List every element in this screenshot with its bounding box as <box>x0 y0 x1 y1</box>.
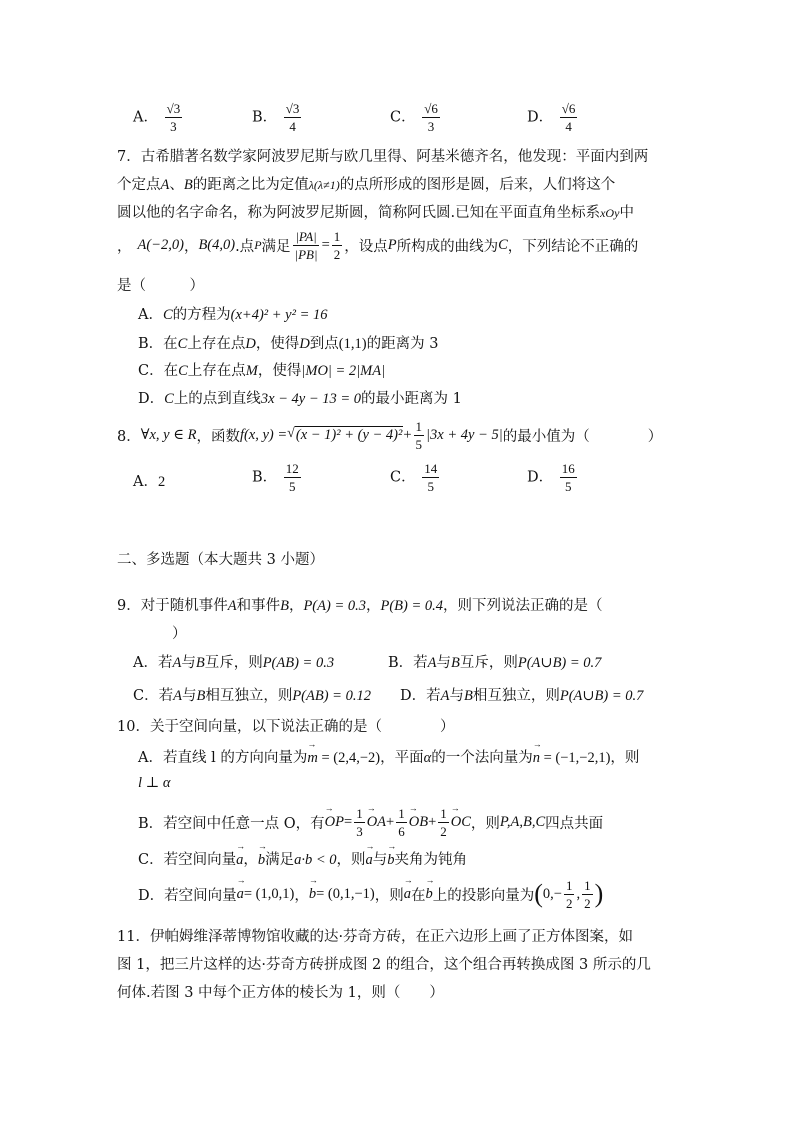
q7-option-c[interactable]: C．在C上存在点M，使得|MO| = 2|MA| <box>138 363 386 379</box>
q9-option-a[interactable]: A．若A与B互斥，则P(AB) = 0.3 <box>133 655 335 671</box>
q11-stem-line-3: 何体.若图 3 中每个正方体的棱长为 1，则（ ） <box>117 985 444 1001</box>
fraction: $\frac{1}{2}$ <box>565 877 573 911</box>
fraction: $\frac{1}{6}$ <box>398 805 405 839</box>
fraction: $\frac{√3}{4}$ <box>285 101 300 134</box>
q9-stem-close: ） <box>172 626 187 642</box>
q7-stem-line-2: 个定点A、B的距离之比为定值λ(λ≠1)的点所形成的图形是圆，后来，人们将这个 <box>117 177 616 193</box>
fraction: $\frac{1}{3}$ <box>356 805 363 839</box>
q8-option-c[interactable]: C． $\frac{14}{5}$ <box>390 461 438 494</box>
fraction: $\frac{|PA|}{|PB|}$ <box>294 228 318 262</box>
fraction: $\frac{1}{2}$ <box>440 805 447 839</box>
q10-option-d[interactable]: D．若空间向量 → a = (1,0,1) ， → b = (0,1,−1) ，则 → a 在 → b 上的投影向量为 ( 0,− $\frac{1}{2}$ , $\frac{1}{2}$ ) <box>138 876 794 912</box>
fraction: $\frac{16}{5}$ <box>561 461 575 494</box>
q10-option-a[interactable]: A．若直线 l 的方向向量为→ m = (2,4,−2)，平面α的一个法向量为→ n = (−1,−2,1)，则 <box>138 746 794 767</box>
q6-option-a[interactable]: A． $\frac{√3}{3}$ <box>133 101 181 134</box>
fraction: $\frac{√6}{3}$ <box>424 101 438 134</box>
q7-stem-line-1: 7．古希腊著名数学家阿波罗尼斯与欧几里得、阿基米德齐名，他发现：平面内到两 <box>117 149 649 165</box>
q7-option-d[interactable]: D．C上的点到直线3x − 4y − 13 = 0的最小距离为 1 <box>138 391 462 407</box>
section-heading: 二、多选题（本大题共 3 小题） <box>117 552 324 568</box>
q6-options <box>0 96 794 136</box>
q8-option-a[interactable]: A．2 <box>133 474 166 490</box>
square-root: √ (x − 1)² + (y − 4)² <box>287 426 403 443</box>
fraction: $\frac{√3}{3}$ <box>166 101 181 134</box>
q10-option-b[interactable]: B．若空间中任意一点 O，有 → OP = $\frac{1}{3}$ → OA + $\frac{1}{6}$ → OB + $\frac{1}{2}$ → OC ，则 P,A,B,C 四点共面 <box>138 804 794 840</box>
q6-option-d[interactable]: D． $\frac{√6}{4}$ <box>527 101 576 134</box>
q7-stem-line-3: 圆以他的名字命名，称为阿波罗尼斯圆，简称阿氏圆.已知在平面直角坐标系xOy中 <box>117 205 634 221</box>
q10-option-a-cont: l ⊥ α <box>138 775 171 791</box>
q10-stem: 10．关于空间向量，以下说法正确的是（ ） <box>117 719 455 735</box>
q9-stem: 9．对于随机事件A和事件B，P(A) = 0.3，P(B) = 0.4，则下列说法正确的是（ <box>117 598 603 614</box>
paren-close: ) <box>594 879 604 908</box>
q7-stem-line-5: 是（ ） <box>117 278 204 294</box>
q6-option-c[interactable]: C． $\frac{√6}{3}$ <box>390 101 438 134</box>
q7-option-a[interactable]: A．C的方程为(x+4)² + y² = 16 <box>138 307 328 323</box>
q10-option-c[interactable]: C．若空间向量→ a，→ b满足a·b < 0，则→ a与→ b夹角为钝角 <box>138 848 794 869</box>
q8-options <box>0 456 794 498</box>
q11-stem-line-1: 11．伊帕姆维泽蒂博物馆收藏的达·芬奇方砖，在正六边形上画了正方体图案，如 <box>117 929 634 945</box>
q8-option-d[interactable]: D． $\frac{16}{5}$ <box>527 461 575 494</box>
fraction: $\frac{14}{5}$ <box>424 461 438 494</box>
q7-option-b[interactable]: B．在C上存在点D，使得D到点(1,1)的距离为 3 <box>138 336 439 352</box>
q6-option-b[interactable]: B． $\frac{√3}{4}$ <box>252 101 300 134</box>
q7-stem-line-4: ， A(−2,0) ， B(4,0) .点 P 满足 $\frac{|PA|}{|PB|}$ = $\frac{1}{2}$ ，设点 P 所构成的曲线为 C ，下列结论不正确的 <box>117 228 639 262</box>
fraction: $\frac{√6}{4}$ <box>561 101 576 134</box>
paren-open: ( <box>534 879 543 908</box>
fraction: $\frac{1}{2}$ <box>584 877 591 911</box>
q8-option-b[interactable]: B． $\frac{12}{5}$ <box>252 461 299 494</box>
fraction: $\frac{1}{5}$ <box>415 418 423 452</box>
q9-option-d[interactable]: D．若A与B相互独立，则P(A∪B) = 0.7 <box>400 688 644 704</box>
fraction: $\frac{1}{2}$ <box>333 228 341 262</box>
q9-option-c[interactable]: C．若A与B相互独立，则P(AB) = 0.12 <box>133 688 371 704</box>
q9-option-b[interactable]: B．若A与B互斥，则P(A∪B) = 0.7 <box>388 655 602 671</box>
q8-stem: 8． ∀x, y ∈ R ，函数 f(x, y) = √ (x − 1)² + (y − 4)² + $\frac{1}{5}$ |3x + 4y − 5| 的最小值为（ ） <box>117 418 663 452</box>
q11-stem-line-2: 图 1，把三片这样的达·芬奇方砖拼成图 2 的组合，这个组合再转换成图 3 所示的几 <box>117 957 651 973</box>
fraction: $\frac{12}{5}$ <box>285 461 299 494</box>
